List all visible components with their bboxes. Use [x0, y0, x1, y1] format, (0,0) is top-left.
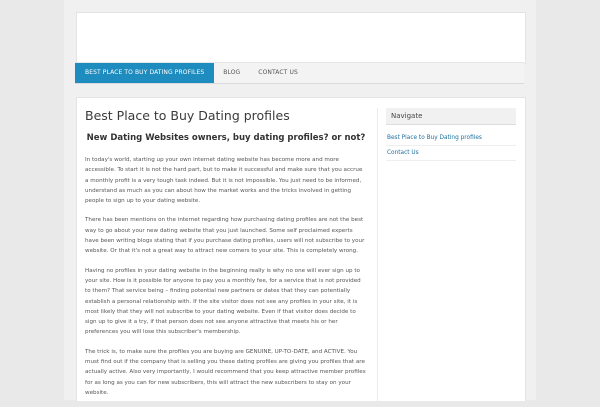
page-wrapper: [64, 0, 536, 400]
nav-item-best-place[interactable]: BEST PLACE TO BUY DATING PROFILES: [75, 63, 214, 83]
widget-link-list: [386, 131, 516, 161]
main-column: [85, 108, 367, 407]
site-header: [76, 12, 526, 64]
paragraph: The trick is, to make sure the profiles you are buying are GENUINE, UP-TO-DATE, and ACTIVE. You must find out if the company that is selling you these dating profiles are giving you profiles that are actually active. Also very importantly, I would recommend that you keep attractive member profiles for as long as you can for new subscribers, this will attract the new subscribers to stay on your website.: [85, 348, 366, 396]
sidebar-link-best-place[interactable]: Best Place to Buy Dating profiles: [386, 131, 516, 146]
paragraph: There has been mentions on the internet regarding how purchasing dating profiles are not the best way to go about your new dating website that you just launched. Some self proclaimed experts have been writing blogs stating that if you purchase dating profiles, users will not subscribe to your website. Or that it's not a great way to attract new comers to your site. This is completely wrong.: [85, 217, 365, 255]
sidebar-link-contact-us[interactable]: Contact Us: [386, 146, 516, 161]
nav-item-contact-us[interactable]: CONTACT US: [258, 69, 298, 76]
content-area: [76, 97, 526, 401]
sidebar: [386, 108, 516, 161]
paragraph: In today's world, starting up your own internet dating website has become more and more accessible. To start it is not the hard part, but to make it successful and make sure that you accrue a monthly profit is a very tough task indeed. But it is not impossible. You just need to be informed, understand as much as you can about how the market works and the tricks involved in getting people to sign up to your dating website.: [85, 157, 363, 205]
nav-item-blog[interactable]: BLOG: [223, 69, 241, 76]
column-divider: [377, 108, 378, 401]
page-title: Best Place to Buy Dating profiles: [85, 108, 290, 123]
post-subtitle: New Dating Websites owners, buy dating profiles? or not?: [86, 133, 366, 143]
widget-title: Navigate: [386, 108, 516, 125]
main-nav: [75, 62, 524, 84]
paragraph: Having no profiles in your dating website in the beginning really is why no one will ever sign up to your site. How is it possible for anyone to pay you a monthly fee, for a service that is not provided to them? That service being – finding potential new partners or dates that they can potentially establish a personal relationship with. If the site visitor does not see any profiles in your site, it is most likely that they will not subscribe to your dating website. Even if that visitor does decide to sign up to give it a try, if that person does not see anyone attractive that meets his or her preferences you will lose this subscriber's membership.: [85, 267, 361, 336]
